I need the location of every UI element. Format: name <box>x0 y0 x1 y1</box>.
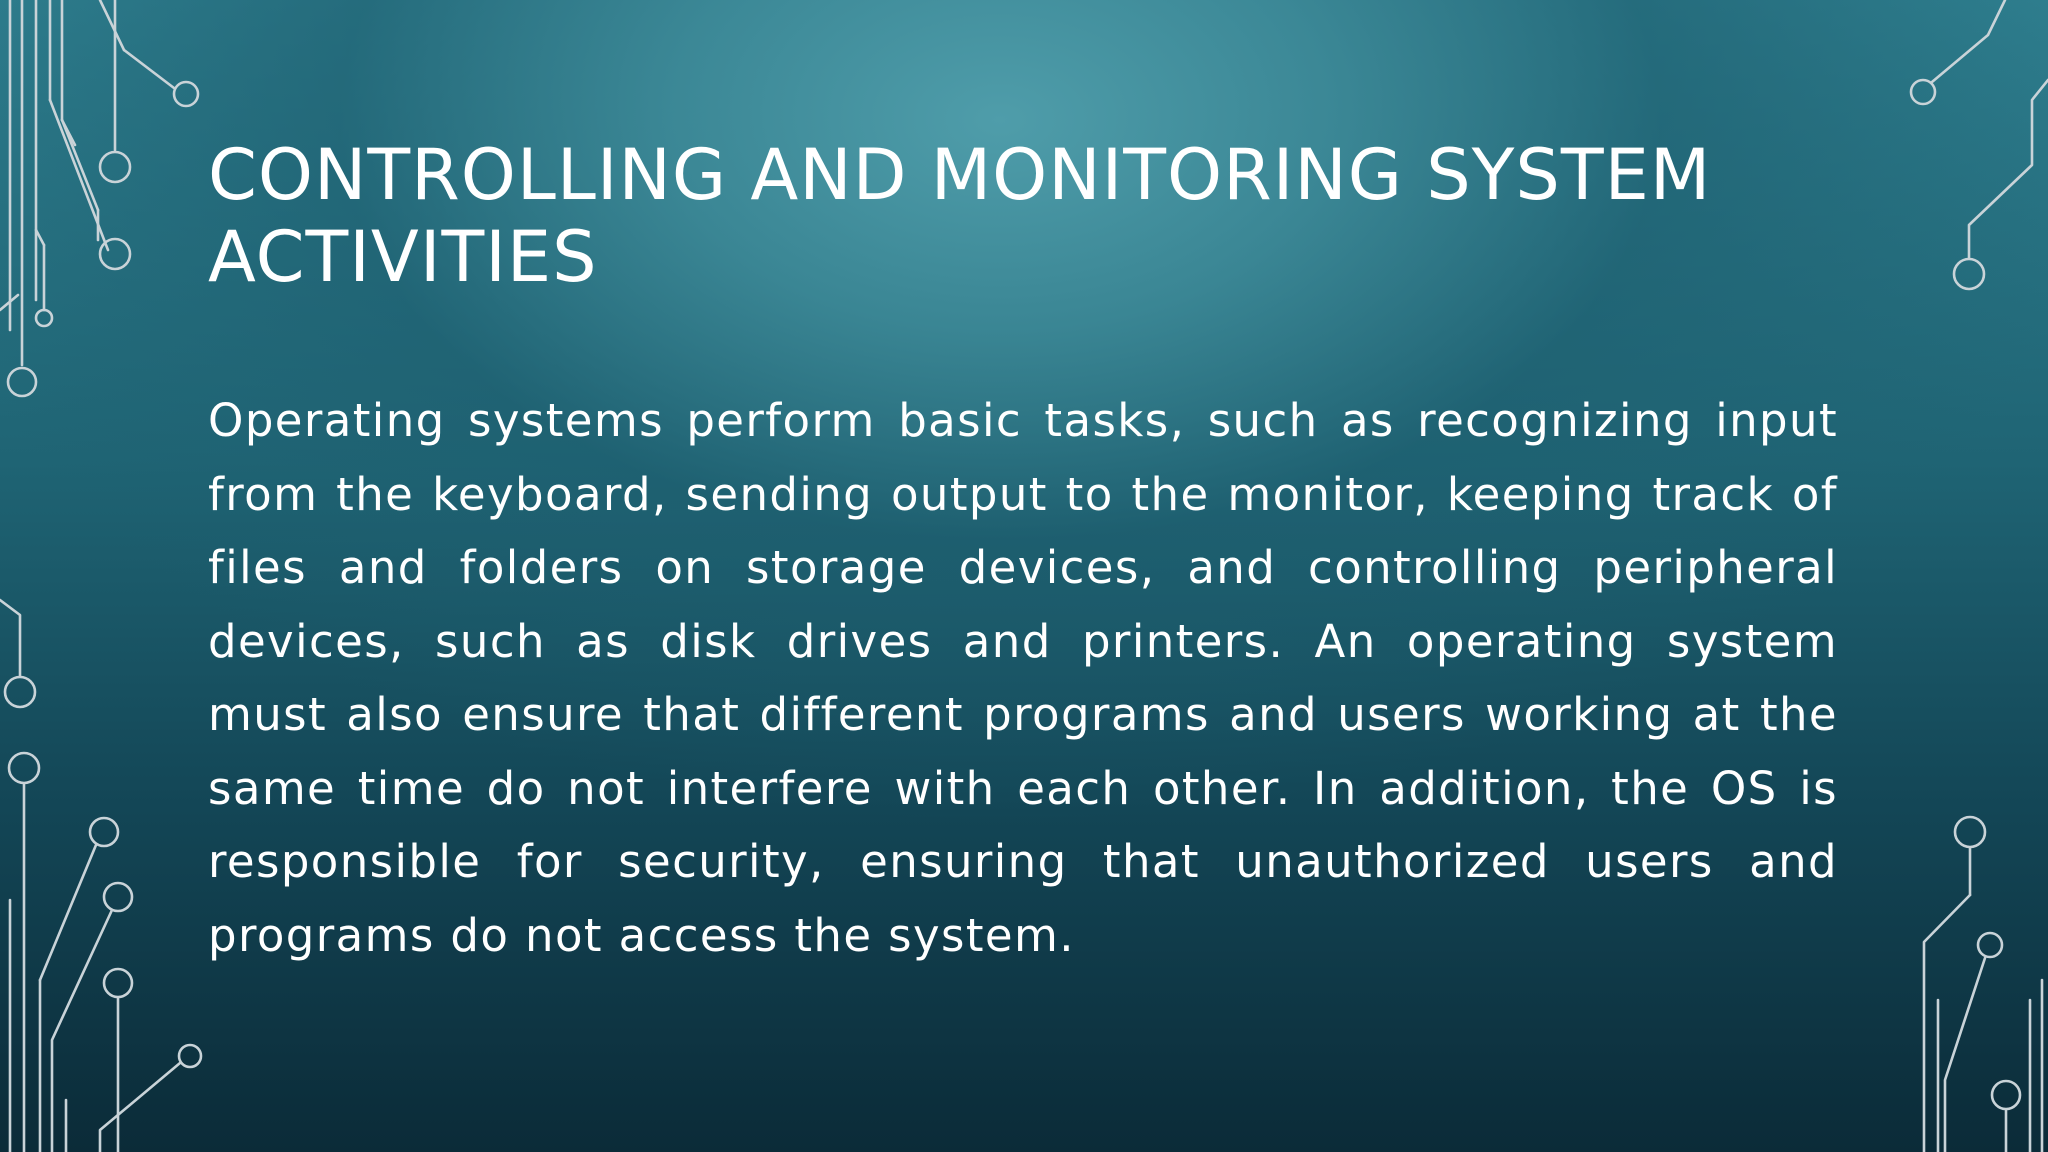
bottom-right-circuit-icon <box>1924 817 2042 1152</box>
top-right-circuit-icon <box>1911 0 2048 289</box>
slide-title: CONTROLLING AND MONITORING SYSTEM ACTIVITIES <box>208 134 1712 298</box>
top-left-circuit-icon <box>0 0 198 396</box>
mid-left-circuit-icon <box>0 600 201 1152</box>
slide-body-text: Operating systems perform basic tasks, such as recognizing input from the keyboard, sending output to the monitor, keeping track of files and folders on storage devices, and controlling peripheral devices, such as disk drives and printers. An operating system must also ensure that different programs and users working at the same time do not interfere with each other. In addition, the OS is responsible for security, ensuring that unauthorized users and programs do not access the system. <box>208 394 1838 962</box>
